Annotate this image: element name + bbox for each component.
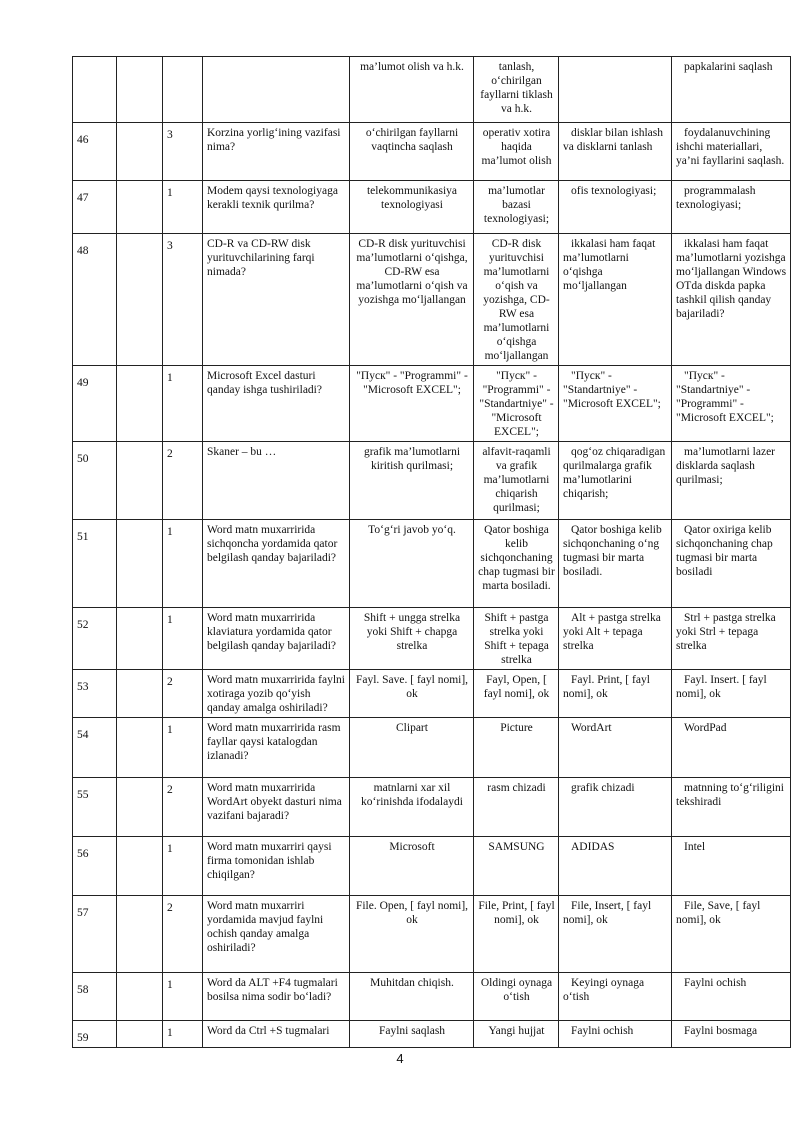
answer-a-cell: "Пуск" - "Programmi" - "Microsoft EXCEL"; [350,366,474,442]
answer-a-cell: Microsoft [350,837,474,896]
question-number-cell: 46 [73,123,117,181]
answer-d-cell: ma’lumotlarni lazer disklarda saqlash qurilmasi; [672,442,791,520]
answer-b-cell: Shift + pastga strelka yoki Shift + tepaga strelka [474,608,559,670]
answer-b-cell: "Пуск" - "Programmi" - "Standartniye" - "Microsoft EXCEL"; [474,366,559,442]
question-cell: Word da ALT +F4 tugmalari bosilsa nima sodir bo‘ladi? [203,973,350,1021]
question-number-cell: 52 [73,608,117,670]
answer-b-cell: rasm chizadi [474,778,559,837]
difficulty-level-cell: 1 [163,1021,203,1048]
table-row [73,837,791,896]
answer-c-cell: WordArt [559,718,672,778]
difficulty-level-cell: 1 [163,608,203,670]
difficulty-level-cell: 1 [163,181,203,234]
empty-cell [117,1021,163,1048]
empty-cell [117,973,163,1021]
answer-d-cell: Fayl. Insert. [ fayl nomi], ok [672,670,791,718]
table-row [73,896,791,973]
answer-c-cell: qog‘oz chiqaradigan qurilmalarga grafik ma’lumotlarini chiqarish; [559,442,672,520]
difficulty-level-cell: 1 [163,366,203,442]
answer-b-cell: operativ xotira haqida ma’lumot olish [474,123,559,181]
question-cell: Word da Ctrl +S tugmalari [203,1021,350,1048]
answer-b-cell: SAMSUNG [474,837,559,896]
empty-cell [117,837,163,896]
answer-d-cell: File, Save, [ fayl nomi], ok [672,896,791,973]
answer-a-cell: Fayl. Save. [ fayl nomi], ok [350,670,474,718]
question-cell: Word matn muxarririda WordArt obyekt dasturi nima vazifani bajaradi? [203,778,350,837]
table-row [73,778,791,837]
question-cell: Skaner – bu … [203,442,350,520]
answer-b-cell: alfavit-raqamli va grafik ma’lumotlarni chiqarish qurilmasi; [474,442,559,520]
table-row [73,234,791,366]
answer-a-cell: Shift + ungga strelka yoki Shift + chapga strelka [350,608,474,670]
difficulty-level-cell: 2 [163,670,203,718]
answer-d-cell: Faylni ochish [672,973,791,1021]
table-row [73,366,791,442]
table-row [73,718,791,778]
question-number-cell: 55 [73,778,117,837]
answer-c-cell: ikkalasi ham faqat ma’lumotlarni o‘qishga mo‘ljallangan [559,234,672,366]
empty-cell [117,670,163,718]
question-number-cell: 49 [73,366,117,442]
answer-a-cell: Clipart [350,718,474,778]
question-cell: Word matn muxarriri qaysi firma tomonidan ishlab chiqilgan? [203,837,350,896]
answer-d-cell: Intel [672,837,791,896]
answer-b-cell: Picture [474,718,559,778]
answer-c-cell: Alt + pastga strelka yoki Alt + tepaga strelka [559,608,672,670]
empty-cell [117,366,163,442]
table-row [73,181,791,234]
answer-a-cell: Faylni saqlash [350,1021,474,1048]
answer-b-cell: CD-R disk yurituvchisi ma’lumotlarni o‘qish va yozishga, CD-RW esa ma’lumotlarni o‘qishga mo‘ljallangan [474,234,559,366]
question-cell: CD-R va CD-RW disk yurituvchilarining farqi nimada? [203,234,350,366]
question-number-cell [73,57,117,123]
difficulty-level-cell: 1 [163,520,203,608]
difficulty-level-cell: 1 [163,837,203,896]
answer-a-cell: matnlarni xar xil ko‘rinishda ifodalaydi [350,778,474,837]
question-cell: Word matn muxarririda rasm fayllar qaysi katalogdan izlanadi? [203,718,350,778]
answer-b-cell: ma’lumotlar bazasi texnologiyasi; [474,181,559,234]
answer-a-cell: Muhitdan chiqish. [350,973,474,1021]
answer-d-cell: "Пуск" - "Standartniye" - "Programmi" - "Microsoft EXCEL"; [672,366,791,442]
question-number-cell: 58 [73,973,117,1021]
question-number-cell: 54 [73,718,117,778]
difficulty-level-cell [163,57,203,123]
difficulty-level-cell: 3 [163,123,203,181]
empty-cell [117,57,163,123]
difficulty-level-cell: 3 [163,234,203,366]
answer-d-cell: ikkalasi ham faqat ma’lumotlarni yozishga mo‘ljallangan Windows OTda diskda papka tashkil qilish qanday bajariladi? [672,234,791,366]
question-cell: Korzina yorlig‘ining vazifasi nima? [203,123,350,181]
answer-c-cell: Fayl. Print, [ fayl nomi], ok [559,670,672,718]
answer-c-cell: Faylni ochish [559,1021,672,1048]
question-number-cell: 48 [73,234,117,366]
table-row [73,123,791,181]
answer-a-cell: CD-R disk yurituvchisi ma’lumotlarni o‘qishga, CD-RW esa ma’lumotlarni o‘qish va yozishga mo‘ljallangan [350,234,474,366]
empty-cell [117,234,163,366]
table-row [73,442,791,520]
answer-c-cell: "Пуск" - "Standartniye" - "Microsoft EXCEL"; [559,366,672,442]
answer-b-cell: Fayl, Open, [ fayl nomi], ok [474,670,559,718]
table-row [73,57,791,123]
answer-b-cell: Qator boshiga kelib sichqonchaning chap tugmasi bir marta bosiladi. [474,520,559,608]
answer-d-cell: programmalash texnologiyasi; [672,181,791,234]
empty-cell [117,778,163,837]
answer-c-cell: ofis texnologiyasi; [559,181,672,234]
answer-d-cell: WordPad [672,718,791,778]
answer-c-cell: ADIDAS [559,837,672,896]
answer-d-cell: matnning to‘g‘riligini tekshiradi [672,778,791,837]
answer-c-cell: disklar bilan ishlash va disklarni tanlash [559,123,672,181]
difficulty-level-cell: 2 [163,442,203,520]
difficulty-level-cell: 1 [163,973,203,1021]
table-row [73,670,791,718]
answer-a-cell: grafik ma’lumotlarni kiritish qurilmasi; [350,442,474,520]
questions-table [72,56,791,1048]
difficulty-level-cell: 2 [163,896,203,973]
question-number-cell: 57 [73,896,117,973]
table-row [73,1021,791,1048]
empty-cell [117,718,163,778]
answer-c-cell: Qator boshiga kelib sichqonchaning o‘ng tugmasi bir marta bosiladi. [559,520,672,608]
answer-d-cell: Faylni bosmaga [672,1021,791,1048]
answer-b-cell: File, Print, [ fayl nomi], ok [474,896,559,973]
answer-a-cell: ma’lumot olish va h.k. [350,57,474,123]
answer-a-cell: To‘g‘ri javob yo‘q. [350,520,474,608]
answer-a-cell: telekommunikasiya texnologiyasi [350,181,474,234]
answer-c-cell: Keyingi oynaga o‘tish [559,973,672,1021]
empty-cell [117,123,163,181]
table-row [73,973,791,1021]
difficulty-level-cell: 1 [163,718,203,778]
question-number-cell: 59 [73,1021,117,1048]
question-cell: Word matn muxarririda faylni xotiraga yozib qo‘yish qanday amalga oshiriladi? [203,670,350,718]
empty-cell [117,608,163,670]
empty-cell [117,520,163,608]
answer-d-cell: papkalarini saqlash [672,57,791,123]
table-row [73,520,791,608]
answer-c-cell: File, Insert, [ fayl nomi], ok [559,896,672,973]
question-number-cell: 47 [73,181,117,234]
question-cell: Word matn muxarririda sichqoncha yordamida qator belgilash qanday bajariladi? [203,520,350,608]
question-cell [203,57,350,123]
table-row [73,608,791,670]
answer-b-cell: Oldingi oynaga o‘tish [474,973,559,1021]
answer-a-cell: File. Open, [ fayl nomi], ok [350,896,474,973]
question-number-cell: 51 [73,520,117,608]
empty-cell [117,181,163,234]
empty-cell [117,442,163,520]
question-cell: Microsoft Excel dasturi qanday ishga tushiriladi? [203,366,350,442]
question-cell: Word matn muxarririda klaviatura yordamida qator belgilash qanday bajariladi? [203,608,350,670]
question-cell: Word matn muxarriri yordamida mavjud faylni ochish qanday amalga oshiriladi? [203,896,350,973]
answer-b-cell: Yangi hujjat [474,1021,559,1048]
answer-d-cell: Qator oxiriga kelib sichqonchaning chap tugmasi bir marta bosiladi [672,520,791,608]
empty-cell [117,896,163,973]
answer-d-cell: Strl + pastga strelka yoki Strl + tepaga strelka [672,608,791,670]
answer-b-cell: tanlash, o‘chirilgan fayllarni tiklash va h.k. [474,57,559,123]
answer-a-cell: o‘chirilgan fayllarni vaqtincha saqlash [350,123,474,181]
answer-d-cell: foydalanuvchining ishchi materiallari, ya’ni fayllarini saqlash. [672,123,791,181]
difficulty-level-cell: 2 [163,778,203,837]
question-number-cell: 56 [73,837,117,896]
question-cell: Modem qaysi texnologiyaga kerakli texnik qurilma? [203,181,350,234]
answer-c-cell [559,57,672,123]
answer-c-cell: grafik chizadi [559,778,672,837]
page-number: 4 [396,1051,404,1066]
question-number-cell: 50 [73,442,117,520]
question-number-cell: 53 [73,670,117,718]
